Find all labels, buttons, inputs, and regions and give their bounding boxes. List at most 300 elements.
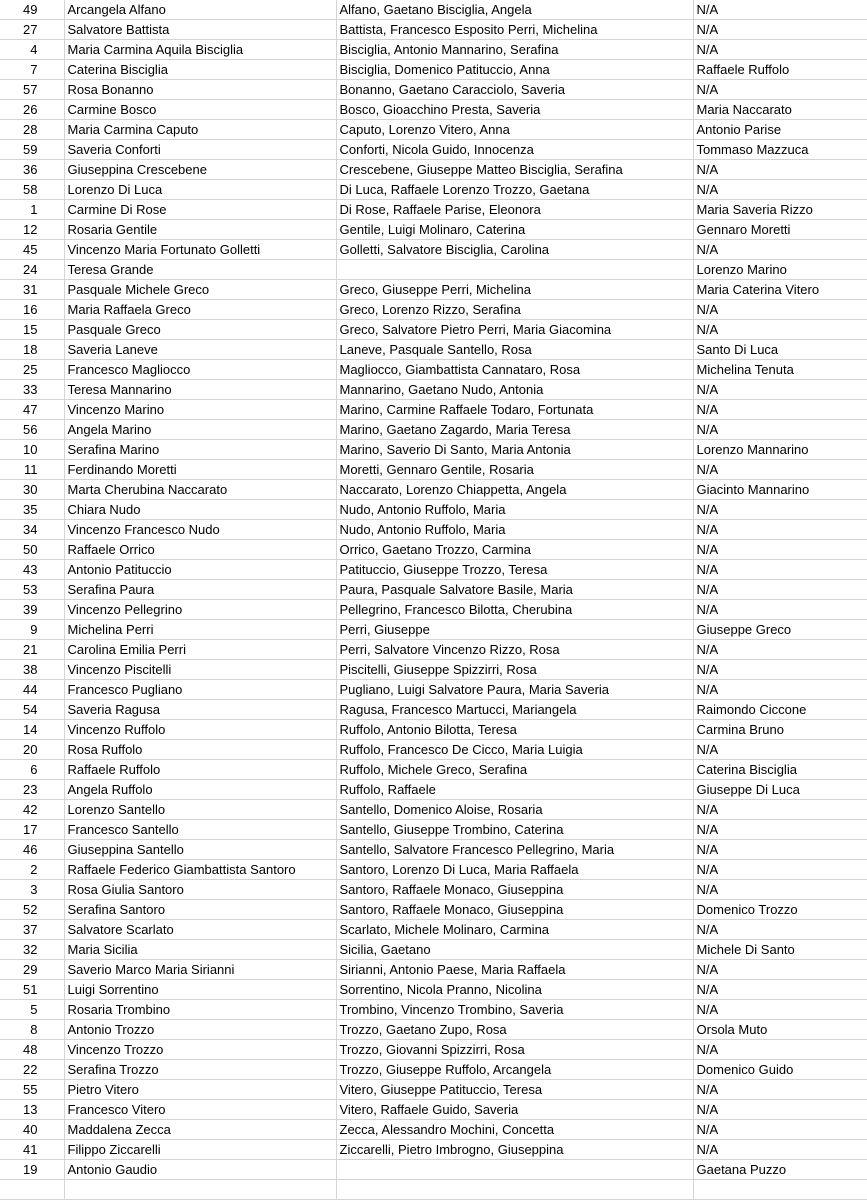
table-row: [0, 40, 867, 60]
name-cell[interactable]: Michelina Perri: [64, 620, 336, 640]
id-cell[interactable]: 17: [0, 820, 64, 840]
parents-cell[interactable]: Trombino, Vincenzo Trombino, Saveria: [336, 1000, 693, 1020]
name-cell[interactable]: Teresa Mannarino: [64, 380, 336, 400]
parents-cell[interactable]: Vitero, Giuseppe Patituccio, Teresa: [336, 1080, 693, 1100]
table-row: [0, 1160, 867, 1180]
spouse-cell[interactable]: Carmina Bruno: [693, 720, 867, 740]
spouse-cell[interactable]: N/A: [693, 800, 867, 820]
id-cell[interactable]: 42: [0, 800, 64, 820]
id-cell[interactable]: 11: [0, 460, 64, 480]
name-cell[interactable]: Rosa Bonanno: [64, 80, 336, 100]
table-row: [0, 1140, 867, 1160]
parents-cell[interactable]: Greco, Giuseppe Perri, Michelina: [336, 280, 693, 300]
spouse-cell[interactable]: N/A: [693, 240, 867, 260]
table-row: [0, 140, 867, 160]
table-row: [0, 1080, 867, 1100]
spouse-cell[interactable]: N/A: [693, 660, 867, 680]
name-cell[interactable]: Francesco Magliocco: [64, 360, 336, 380]
name-cell[interactable]: Giuseppina Santello: [64, 840, 336, 860]
parents-cell[interactable]: Ruffolo, Antonio Bilotta, Teresa: [336, 720, 693, 740]
name-cell[interactable]: Rosa Giulia Santoro: [64, 880, 336, 900]
id-cell[interactable]: 24: [0, 260, 64, 280]
spouse-cell[interactable]: N/A: [693, 960, 867, 980]
table-row: [0, 580, 867, 600]
parents-cell[interactable]: Di Rose, Raffaele Parise, Eleonora: [336, 200, 693, 220]
spouse-cell[interactable]: Caterina Bisciglia: [693, 760, 867, 780]
parents-cell[interactable]: Santello, Giuseppe Trombino, Caterina: [336, 820, 693, 840]
table-row: [0, 800, 867, 820]
spouse-cell[interactable]: Lorenzo Marino: [693, 260, 867, 280]
parents-cell[interactable]: Santello, Salvatore Francesco Pellegrino, Maria: [336, 840, 693, 860]
parents-cell[interactable]: Santello, Domenico Aloise, Rosaria: [336, 800, 693, 820]
spouse-cell[interactable]: Giuseppe Di Luca: [693, 780, 867, 800]
id-cell[interactable]: 37: [0, 920, 64, 940]
spouse-cell[interactable]: N/A: [693, 840, 867, 860]
id-cell[interactable]: 54: [0, 700, 64, 720]
parents-cell[interactable]: Marino, Gaetano Zagardo, Maria Teresa: [336, 420, 693, 440]
id-cell[interactable]: 31: [0, 280, 64, 300]
name-cell[interactable]: Arcangela Alfano: [64, 0, 336, 20]
spouse-cell[interactable]: N/A: [693, 80, 867, 100]
id-cell[interactable]: 27: [0, 20, 64, 40]
name-cell[interactable]: Antonio Gaudio: [64, 1160, 336, 1180]
table-row: [0, 780, 867, 800]
parents-cell[interactable]: Scarlato, Michele Molinaro, Carmina: [336, 920, 693, 940]
name-cell[interactable]: Giuseppina Crescebene: [64, 160, 336, 180]
table-row: [0, 960, 867, 980]
spouse-cell[interactable]: Santo Di Luca: [693, 340, 867, 360]
table-row: [0, 660, 867, 680]
name-cell[interactable]: Luigi Sorrentino: [64, 980, 336, 1000]
table-row: [0, 720, 867, 740]
spouse-cell[interactable]: Orsola Muto: [693, 1020, 867, 1040]
spouse-cell[interactable]: N/A: [693, 880, 867, 900]
name-cell[interactable]: Vincenzo Pellegrino: [64, 600, 336, 620]
table-row: [0, 640, 867, 660]
table-row: [0, 420, 867, 440]
spouse-cell[interactable]: Domenico Guido: [693, 1060, 867, 1080]
name-cell[interactable]: Pasquale Michele Greco: [64, 280, 336, 300]
spouse-cell[interactable]: N/A: [693, 740, 867, 760]
spouse-cell[interactable]: Maria Caterina Vitero: [693, 280, 867, 300]
name-cell[interactable]: Lorenzo Santello: [64, 800, 336, 820]
spouse-cell[interactable]: N/A: [693, 0, 867, 20]
table-row: [0, 320, 867, 340]
parents-cell[interactable]: Perri, Giuseppe: [336, 620, 693, 640]
name-cell[interactable]: Vincenzo Ruffolo: [64, 720, 336, 740]
table-row: [0, 920, 867, 940]
parents-cell[interactable]: Moretti, Gennaro Gentile, Rosaria: [336, 460, 693, 480]
id-cell[interactable]: 29: [0, 960, 64, 980]
table-row: [0, 280, 867, 300]
table-row: [0, 520, 867, 540]
id-cell[interactable]: 15: [0, 320, 64, 340]
id-cell[interactable]: 19: [0, 1160, 64, 1180]
table-row: [0, 20, 867, 40]
name-cell[interactable]: Vincenzo Marino: [64, 400, 336, 420]
parents-cell[interactable]: Nudo, Antonio Ruffolo, Maria: [336, 520, 693, 540]
spouse-cell[interactable]: N/A: [693, 1040, 867, 1060]
parents-cell[interactable]: Crescebene, Giuseppe Matteo Bisciglia, Serafina: [336, 160, 693, 180]
parents-cell[interactable]: Pellegrino, Francesco Bilotta, Cherubina: [336, 600, 693, 620]
name-cell[interactable]: Rosaria Trombino: [64, 1000, 336, 1020]
parents-cell[interactable]: Vitero, Raffaele Guido, Saveria: [336, 1100, 693, 1120]
name-cell[interactable]: Serafina Paura: [64, 580, 336, 600]
id-cell[interactable]: 46: [0, 840, 64, 860]
id-cell[interactable]: 40: [0, 1120, 64, 1140]
name-cell[interactable]: Serafina Trozzo: [64, 1060, 336, 1080]
name-cell[interactable]: Raffaele Orrico: [64, 540, 336, 560]
table-row: [0, 120, 867, 140]
table-row: [0, 440, 867, 460]
spouse-cell[interactable]: N/A: [693, 1140, 867, 1160]
name-cell[interactable]: Marta Cherubina Naccarato: [64, 480, 336, 500]
id-cell[interactable]: 18: [0, 340, 64, 360]
parents-cell[interactable]: Magliocco, Giambattista Cannataro, Rosa: [336, 360, 693, 380]
parents-cell[interactable]: Paura, Pasquale Salvatore Basile, Maria: [336, 580, 693, 600]
id-cell[interactable]: 13: [0, 1100, 64, 1120]
parents-cell[interactable]: Naccarato, Lorenzo Chiappetta, Angela: [336, 480, 693, 500]
name-cell[interactable]: Filippo Ziccarelli: [64, 1140, 336, 1160]
spouse-cell[interactable]: Antonio Parise: [693, 120, 867, 140]
parents-cell[interactable]: Conforti, Nicola Guido, Innocenza: [336, 140, 693, 160]
id-cell[interactable]: 35: [0, 500, 64, 520]
spouse-cell[interactable]: N/A: [693, 1120, 867, 1140]
table-row: [0, 820, 867, 840]
parents-cell[interactable]: Perri, Salvatore Vincenzo Rizzo, Rosa: [336, 640, 693, 660]
parents-cell[interactable]: Patituccio, Giuseppe Trozzo, Teresa: [336, 560, 693, 580]
name-cell[interactable]: Angela Marino: [64, 420, 336, 440]
id-cell[interactable]: 36: [0, 160, 64, 180]
parents-cell[interactable]: Ragusa, Francesco Martucci, Mariangela: [336, 700, 693, 720]
table-row: [0, 500, 867, 520]
spouse-cell[interactable]: N/A: [693, 560, 867, 580]
table-row: [0, 460, 867, 480]
spouse-cell[interactable]: Domenico Trozzo: [693, 900, 867, 920]
id-cell[interactable]: 1: [0, 200, 64, 220]
id-cell[interactable]: 10: [0, 440, 64, 460]
id-cell[interactable]: [0, 1180, 64, 1200]
name-cell[interactable]: Francesco Pugliano: [64, 680, 336, 700]
id-cell[interactable]: 28: [0, 120, 64, 140]
spouse-cell[interactable]: N/A: [693, 920, 867, 940]
name-cell[interactable]: Maria Sicilia: [64, 940, 336, 960]
parents-cell[interactable]: Laneve, Pasquale Santello, Rosa: [336, 340, 693, 360]
parents-cell[interactable]: Bisciglia, Domenico Patituccio, Anna: [336, 60, 693, 80]
name-cell[interactable]: Carolina Emilia Perri: [64, 640, 336, 660]
table-row: [0, 0, 867, 20]
spouse-cell[interactable]: N/A: [693, 500, 867, 520]
name-cell[interactable]: Saveria Conforti: [64, 140, 336, 160]
id-cell[interactable]: 38: [0, 660, 64, 680]
name-cell[interactable]: Rosaria Gentile: [64, 220, 336, 240]
spouse-cell[interactable]: Raffaele Ruffolo: [693, 60, 867, 80]
spouse-cell[interactable]: Giuseppe Greco: [693, 620, 867, 640]
spouse-cell[interactable]: Raimondo Ciccone: [693, 700, 867, 720]
table-row: [0, 200, 867, 220]
id-cell[interactable]: 8: [0, 1020, 64, 1040]
table-row: [0, 600, 867, 620]
name-cell[interactable]: [64, 1180, 336, 1200]
spouse-cell[interactable]: N/A: [693, 380, 867, 400]
id-cell[interactable]: 59: [0, 140, 64, 160]
parents-cell[interactable]: [336, 1180, 693, 1200]
table-row: [0, 740, 867, 760]
table-row: [0, 940, 867, 960]
table-row: [0, 1040, 867, 1060]
id-cell[interactable]: 22: [0, 1060, 64, 1080]
table-row: [0, 860, 867, 880]
id-cell[interactable]: 55: [0, 1080, 64, 1100]
spouse-cell[interactable]: N/A: [693, 520, 867, 540]
table-row: [0, 380, 867, 400]
parents-cell[interactable]: Piscitelli, Giuseppe Spizzirri, Rosa: [336, 660, 693, 680]
name-cell[interactable]: Antonio Trozzo: [64, 1020, 336, 1040]
id-cell[interactable]: 48: [0, 1040, 64, 1060]
table-row: [0, 160, 867, 180]
spouse-cell[interactable]: Maria Naccarato: [693, 100, 867, 120]
name-cell[interactable]: Ferdinando Moretti: [64, 460, 336, 480]
name-cell[interactable]: Serafina Santoro: [64, 900, 336, 920]
parents-cell[interactable]: Ruffolo, Francesco De Cicco, Maria Luigia: [336, 740, 693, 760]
parents-cell[interactable]: [336, 1160, 693, 1180]
spouse-cell[interactable]: N/A: [693, 20, 867, 40]
parents-cell[interactable]: Sorrentino, Nicola Pranno, Nicolina: [336, 980, 693, 1000]
name-cell[interactable]: Pietro Vitero: [64, 1080, 336, 1100]
name-cell[interactable]: Raffaele Ruffolo: [64, 760, 336, 780]
name-cell[interactable]: Maria Carmina Caputo: [64, 120, 336, 140]
table-row: [0, 1100, 867, 1120]
name-cell[interactable]: Caterina Bisciglia: [64, 60, 336, 80]
parents-cell[interactable]: Trozzo, Giovanni Spizzirri, Rosa: [336, 1040, 693, 1060]
table-row: [0, 1060, 867, 1080]
parents-cell[interactable]: Santoro, Lorenzo Di Luca, Maria Raffaela: [336, 860, 693, 880]
id-cell[interactable]: 33: [0, 380, 64, 400]
parents-cell[interactable]: Mannarino, Gaetano Nudo, Antonia: [336, 380, 693, 400]
spouse-cell[interactable]: N/A: [693, 680, 867, 700]
table-row: [0, 80, 867, 100]
id-cell[interactable]: 50: [0, 540, 64, 560]
spouse-cell[interactable]: N/A: [693, 460, 867, 480]
spouse-cell[interactable]: Tommaso Mazzuca: [693, 140, 867, 160]
parents-cell[interactable]: Di Luca, Raffaele Lorenzo Trozzo, Gaetana: [336, 180, 693, 200]
id-cell[interactable]: 25: [0, 360, 64, 380]
spouse-cell[interactable]: N/A: [693, 820, 867, 840]
id-cell[interactable]: 20: [0, 740, 64, 760]
parents-cell[interactable]: Zecca, Alessandro Mochini, Concetta: [336, 1120, 693, 1140]
table-row: [0, 300, 867, 320]
name-cell[interactable]: Maria Carmina Aquila Bisciglia: [64, 40, 336, 60]
spouse-cell[interactable]: N/A: [693, 860, 867, 880]
table-row: [0, 840, 867, 860]
id-cell[interactable]: 16: [0, 300, 64, 320]
parents-cell[interactable]: Alfano, Gaetano Bisciglia, Angela: [336, 0, 693, 20]
table-row: [0, 760, 867, 780]
parents-cell[interactable]: Santoro, Raffaele Monaco, Giuseppina: [336, 880, 693, 900]
parents-cell[interactable]: Sicilia, Gaetano: [336, 940, 693, 960]
table-row: [0, 560, 867, 580]
spouse-cell[interactable]: N/A: [693, 580, 867, 600]
spouse-cell[interactable]: N/A: [693, 320, 867, 340]
spouse-cell[interactable]: N/A: [693, 300, 867, 320]
spouse-cell[interactable]: Michele Di Santo: [693, 940, 867, 960]
name-cell[interactable]: Antonio Patituccio: [64, 560, 336, 580]
spouse-cell[interactable]: N/A: [693, 40, 867, 60]
table-row: [0, 980, 867, 1000]
table-row: [0, 680, 867, 700]
id-cell[interactable]: 6: [0, 760, 64, 780]
spouse-cell[interactable]: N/A: [693, 540, 867, 560]
id-cell[interactable]: 49: [0, 0, 64, 20]
id-cell[interactable]: 9: [0, 620, 64, 640]
name-cell[interactable]: Vincenzo Francesco Nudo: [64, 520, 336, 540]
table-row: [0, 1000, 867, 1020]
name-cell[interactable]: Vincenzo Trozzo: [64, 1040, 336, 1060]
spouse-cell[interactable]: Michelina Tenuta: [693, 360, 867, 380]
spouse-cell[interactable]: N/A: [693, 600, 867, 620]
id-cell[interactable]: 47: [0, 400, 64, 420]
table-row: [0, 540, 867, 560]
id-cell[interactable]: 7: [0, 60, 64, 80]
id-cell[interactable]: 4: [0, 40, 64, 60]
table-row: [0, 400, 867, 420]
name-cell[interactable]: Maria Raffaela Greco: [64, 300, 336, 320]
name-cell[interactable]: Chiara Nudo: [64, 500, 336, 520]
name-cell[interactable]: Francesco Vitero: [64, 1100, 336, 1120]
table-row: [0, 1180, 867, 1200]
spouse-cell[interactable]: N/A: [693, 640, 867, 660]
id-cell[interactable]: 34: [0, 520, 64, 540]
name-cell[interactable]: Saverio Marco Maria Sirianni: [64, 960, 336, 980]
spouse-cell[interactable]: N/A: [693, 420, 867, 440]
table-row: [0, 1120, 867, 1140]
name-cell[interactable]: Francesco Santello: [64, 820, 336, 840]
table-row: [0, 100, 867, 120]
name-cell[interactable]: Saveria Ragusa: [64, 700, 336, 720]
id-cell[interactable]: 2: [0, 860, 64, 880]
parents-cell[interactable]: Trozzo, Gaetano Zupo, Rosa: [336, 1020, 693, 1040]
id-cell[interactable]: 43: [0, 560, 64, 580]
table-row: [0, 480, 867, 500]
parents-cell[interactable]: Pugliano, Luigi Salvatore Paura, Maria Saveria: [336, 680, 693, 700]
parents-cell[interactable]: Caputo, Lorenzo Vitero, Anna: [336, 120, 693, 140]
name-cell[interactable]: Pasquale Greco: [64, 320, 336, 340]
parents-cell[interactable]: Santoro, Raffaele Monaco, Giuseppina: [336, 900, 693, 920]
parents-cell[interactable]: Nudo, Antonio Ruffolo, Maria: [336, 500, 693, 520]
name-cell[interactable]: Carmine Di Rose: [64, 200, 336, 220]
parents-cell[interactable]: Ruffolo, Michele Greco, Serafina: [336, 760, 693, 780]
table-row: [0, 340, 867, 360]
spouse-cell[interactable]: Lorenzo Mannarino: [693, 440, 867, 460]
name-cell[interactable]: Salvatore Battista: [64, 20, 336, 40]
table-row: [0, 1020, 867, 1040]
spouse-cell[interactable]: N/A: [693, 1000, 867, 1020]
table-row: [0, 220, 867, 240]
parents-cell[interactable]: Gentile, Luigi Molinaro, Caterina: [336, 220, 693, 240]
id-cell[interactable]: 53: [0, 580, 64, 600]
parents-cell[interactable]: Battista, Francesco Esposito Perri, Michelina: [336, 20, 693, 40]
name-cell[interactable]: Carmine Bosco: [64, 100, 336, 120]
id-cell[interactable]: 56: [0, 420, 64, 440]
id-cell[interactable]: 39: [0, 600, 64, 620]
table-row: [0, 880, 867, 900]
parents-cell[interactable]: Sirianni, Antonio Paese, Maria Raffaela: [336, 960, 693, 980]
parents-cell[interactable]: Bosco, Gioacchino Presta, Saveria: [336, 100, 693, 120]
name-cell[interactable]: Serafina Marino: [64, 440, 336, 460]
name-cell[interactable]: Saveria Laneve: [64, 340, 336, 360]
id-cell[interactable]: 23: [0, 780, 64, 800]
name-cell[interactable]: Raffaele Federico Giambattista Santoro: [64, 860, 336, 880]
name-cell[interactable]: Rosa Ruffolo: [64, 740, 336, 760]
parents-cell[interactable]: [336, 260, 693, 280]
table-row: [0, 180, 867, 200]
spouse-cell[interactable]: N/A: [693, 180, 867, 200]
id-cell[interactable]: 57: [0, 80, 64, 100]
parents-cell[interactable]: Trozzo, Giuseppe Ruffolo, Arcangela: [336, 1060, 693, 1080]
id-cell[interactable]: 26: [0, 100, 64, 120]
id-cell[interactable]: 3: [0, 880, 64, 900]
name-cell[interactable]: Maddalena Zecca: [64, 1120, 336, 1140]
name-cell[interactable]: Vincenzo Piscitelli: [64, 660, 336, 680]
id-cell[interactable]: 58: [0, 180, 64, 200]
table-row: [0, 620, 867, 640]
name-cell[interactable]: Lorenzo Di Luca: [64, 180, 336, 200]
parents-cell[interactable]: Bisciglia, Antonio Mannarino, Serafina: [336, 40, 693, 60]
name-cell[interactable]: Teresa Grande: [64, 260, 336, 280]
id-cell[interactable]: 30: [0, 480, 64, 500]
parents-cell[interactable]: Orrico, Gaetano Trozzo, Carmina: [336, 540, 693, 560]
name-cell[interactable]: Salvatore Scarlato: [64, 920, 336, 940]
parents-cell[interactable]: Ruffolo, Raffaele: [336, 780, 693, 800]
spouse-cell[interactable]: Gaetana Puzzo: [693, 1160, 867, 1180]
id-cell[interactable]: 45: [0, 240, 64, 260]
name-cell[interactable]: Angela Ruffolo: [64, 780, 336, 800]
spouse-cell[interactable]: N/A: [693, 980, 867, 1000]
spouse-cell[interactable]: N/A: [693, 1080, 867, 1100]
parents-cell[interactable]: Marino, Carmine Raffaele Todaro, Fortunata: [336, 400, 693, 420]
parents-cell[interactable]: Ziccarelli, Pietro Imbrogno, Giuseppina: [336, 1140, 693, 1160]
id-cell[interactable]: 44: [0, 680, 64, 700]
spouse-cell[interactable]: N/A: [693, 1100, 867, 1120]
id-cell[interactable]: 41: [0, 1140, 64, 1160]
id-cell[interactable]: 32: [0, 940, 64, 960]
table-row: [0, 700, 867, 720]
parents-cell[interactable]: Golletti, Salvatore Bisciglia, Carolina: [336, 240, 693, 260]
spouse-cell[interactable]: Giacinto Mannarino: [693, 480, 867, 500]
id-cell[interactable]: 51: [0, 980, 64, 1000]
parents-cell[interactable]: Marino, Saverio Di Santo, Maria Antonia: [336, 440, 693, 460]
table-row: [0, 240, 867, 260]
table-row: [0, 260, 867, 280]
spouse-cell[interactable]: Maria Saveria Rizzo: [693, 200, 867, 220]
spouse-cell[interactable]: N/A: [693, 160, 867, 180]
id-cell[interactable]: 14: [0, 720, 64, 740]
spouse-cell[interactable]: Gennaro Moretti: [693, 220, 867, 240]
spouse-cell[interactable]: [693, 1180, 867, 1200]
name-cell[interactable]: Vincenzo Maria Fortunato Golletti: [64, 240, 336, 260]
spouse-cell[interactable]: N/A: [693, 400, 867, 420]
parents-cell[interactable]: Greco, Lorenzo Rizzo, Serafina: [336, 300, 693, 320]
parents-cell[interactable]: Bonanno, Gaetano Caracciolo, Saveria: [336, 80, 693, 100]
id-cell[interactable]: 5: [0, 1000, 64, 1020]
id-cell[interactable]: 52: [0, 900, 64, 920]
parents-cell[interactable]: Greco, Salvatore Pietro Perri, Maria Giacomina: [336, 320, 693, 340]
id-cell[interactable]: 12: [0, 220, 64, 240]
table-row: [0, 900, 867, 920]
table-row: [0, 360, 867, 380]
table-row: [0, 60, 867, 80]
id-cell[interactable]: 21: [0, 640, 64, 660]
